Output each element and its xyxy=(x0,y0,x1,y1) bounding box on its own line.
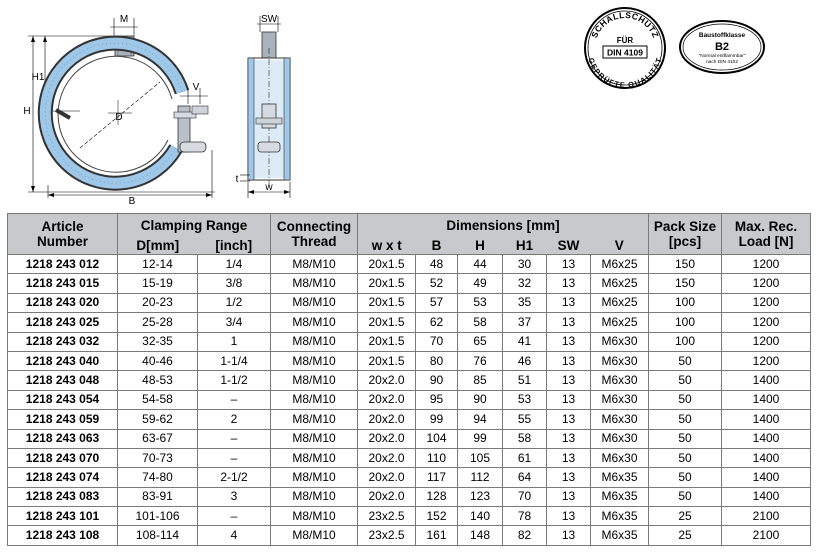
cell-dim-h: 148 xyxy=(458,526,503,545)
cell-dim-sw: 13 xyxy=(547,410,591,429)
cell-dim-sw: 13 xyxy=(547,448,591,467)
cell-dim-b: 70 xyxy=(416,332,458,351)
cell-pack-size: 25 xyxy=(649,507,722,526)
dim-label-m: M xyxy=(119,14,129,25)
cell-dim-b: 110 xyxy=(416,448,458,467)
cell-connecting-thread: M8/M10 xyxy=(271,390,358,409)
cell-dim-b: 152 xyxy=(416,507,458,526)
cell-clamping-d: 54-58 xyxy=(118,390,198,409)
header-b: B xyxy=(416,236,458,255)
cell-dim-h1: 53 xyxy=(503,390,547,409)
cell-clamping-inch: 1/2 xyxy=(198,293,271,312)
cell-dim-v: M6x25 xyxy=(591,274,649,293)
cell-connecting-thread: M8/M10 xyxy=(271,332,358,351)
cell-dim-b: 57 xyxy=(416,293,458,312)
cell-dim-v: M6x25 xyxy=(591,313,649,332)
cell-article-number: 1218 243 059 xyxy=(8,410,118,429)
dim-label-d: D xyxy=(115,112,123,123)
cell-w-x-t: 20x2.0 xyxy=(358,410,416,429)
table-row xyxy=(8,332,811,351)
cell-pack-size: 150 xyxy=(649,255,722,274)
cell-dim-sw: 13 xyxy=(547,371,591,390)
dim-label-h1: H1 xyxy=(31,72,45,83)
sound-badge-mid2: DIN 4109 xyxy=(607,47,643,58)
cell-clamping-inch: 1/4 xyxy=(198,255,271,274)
cell-pack-size: 100 xyxy=(649,293,722,312)
table-row xyxy=(8,507,811,526)
cell-connecting-thread: M8/M10 xyxy=(271,487,358,506)
header-wxt: w x t xyxy=(358,236,416,255)
cell-clamping-d: 20-23 xyxy=(118,293,198,312)
cell-dim-v: M6x30 xyxy=(591,410,649,429)
cell-article-number: 1218 243 032 xyxy=(8,332,118,351)
cell-w-x-t: 20x1.5 xyxy=(358,293,416,312)
cell-pack-size: 100 xyxy=(649,313,722,332)
header-article: Article Number xyxy=(8,214,118,255)
cell-dim-h1: 64 xyxy=(503,468,547,487)
header-load: Max. Rec. Load [N] xyxy=(722,214,811,255)
cell-clamping-inch: 3/8 xyxy=(198,274,271,293)
cell-clamping-inch: – xyxy=(198,429,271,448)
cell-dim-sw: 13 xyxy=(547,526,591,545)
cell-pack-size: 50 xyxy=(649,468,722,487)
cell-max-load: 2100 xyxy=(722,507,811,526)
table-body xyxy=(8,255,811,546)
cell-max-load: 1400 xyxy=(722,448,811,467)
cell-max-load: 2100 xyxy=(722,526,811,545)
cell-w-x-t: 20x2.0 xyxy=(358,487,416,506)
cell-clamping-inch: 2-1/2 xyxy=(198,468,271,487)
cell-dim-h1: 32 xyxy=(503,274,547,293)
cell-max-load: 1400 xyxy=(722,468,811,487)
cell-w-x-t: 20x2.0 xyxy=(358,448,416,467)
cell-dim-h: 53 xyxy=(458,293,503,312)
cell-dim-h: 112 xyxy=(458,468,503,487)
cell-connecting-thread: M8/M10 xyxy=(271,468,358,487)
cell-dim-v: M6x35 xyxy=(591,468,649,487)
cell-dim-sw: 13 xyxy=(547,390,591,409)
cell-dim-b: 48 xyxy=(416,255,458,274)
cell-pack-size: 50 xyxy=(649,351,722,370)
cell-dim-sw: 13 xyxy=(547,293,591,312)
cell-connecting-thread: M8/M10 xyxy=(271,255,358,274)
cell-article-number: 1218 243 048 xyxy=(8,371,118,390)
header-pack: Pack Size [pcs] xyxy=(649,214,722,255)
sound-badge-top: SCHALLSCHUTZ xyxy=(589,9,661,40)
cell-clamping-inch: 2 xyxy=(198,410,271,429)
table-row xyxy=(8,410,811,429)
technical-drawing xyxy=(0,0,816,210)
cell-dim-b: 62 xyxy=(416,313,458,332)
cell-w-x-t: 23x2.5 xyxy=(358,507,416,526)
cell-max-load: 1200 xyxy=(722,351,811,370)
cell-dim-v: M6x30 xyxy=(591,371,649,390)
cell-clamping-d: 63-67 xyxy=(118,429,198,448)
header-h1: H1 xyxy=(503,236,547,255)
cell-dim-v: M6x35 xyxy=(591,507,649,526)
cell-pack-size: 25 xyxy=(649,526,722,545)
cell-clamping-d: 48-53 xyxy=(118,371,198,390)
cell-w-x-t: 20x2.0 xyxy=(358,468,416,487)
cell-clamping-d: 108-114 xyxy=(118,526,198,545)
cell-dim-v: M6x35 xyxy=(591,487,649,506)
dim-label-t: t xyxy=(235,174,239,185)
cell-clamping-inch: – xyxy=(198,507,271,526)
cell-dim-sw: 13 xyxy=(547,468,591,487)
cell-clamping-d: 101-106 xyxy=(118,507,198,526)
header-thread: Connecting Thread xyxy=(271,214,358,255)
table-row xyxy=(8,448,811,467)
cell-clamping-d: 12-14 xyxy=(118,255,198,274)
cell-clamping-d: 32-35 xyxy=(118,332,198,351)
cell-clamping-inch: 3 xyxy=(198,487,271,506)
sound-badge-bottom: GEPRÜFTE QUALITÄT xyxy=(586,56,664,90)
cell-dim-v: M6x35 xyxy=(591,526,649,545)
dim-label-w: w xyxy=(265,182,273,193)
cell-connecting-thread: M8/M10 xyxy=(271,313,358,332)
cell-dim-sw: 13 xyxy=(547,351,591,370)
cell-article-number: 1218 243 015 xyxy=(8,274,118,293)
cell-dim-h1: 35 xyxy=(503,293,547,312)
cell-article-number: 1218 243 025 xyxy=(8,313,118,332)
cell-article-number: 1218 243 012 xyxy=(8,255,118,274)
table-row xyxy=(8,487,811,506)
cell-clamping-inch: 1 xyxy=(198,332,271,351)
dim-label-sw: SW xyxy=(260,14,278,25)
cell-max-load: 1200 xyxy=(722,293,811,312)
cell-clamping-inch: – xyxy=(198,448,271,467)
cell-dim-h1: 51 xyxy=(503,371,547,390)
cell-article-number: 1218 243 070 xyxy=(8,448,118,467)
cell-dim-b: 80 xyxy=(416,351,458,370)
cell-max-load: 1200 xyxy=(722,255,811,274)
table-row xyxy=(8,526,811,545)
table-row xyxy=(8,390,811,409)
cell-dim-b: 104 xyxy=(416,429,458,448)
cell-dim-h: 94 xyxy=(458,410,503,429)
fire-badge-line1: Baustoffklasse xyxy=(698,32,746,39)
cell-dim-h1: 37 xyxy=(503,313,547,332)
header-sw: SW xyxy=(547,236,591,255)
cell-dim-sw: 13 xyxy=(547,332,591,351)
cell-connecting-thread: M8/M10 xyxy=(271,274,358,293)
cell-dim-h: 76 xyxy=(458,351,503,370)
table-row xyxy=(8,371,811,390)
cell-clamping-inch: 3/4 xyxy=(198,313,271,332)
cell-max-load: 1400 xyxy=(722,487,811,506)
cell-clamping-d: 59-62 xyxy=(118,410,198,429)
cell-dim-h1: 70 xyxy=(503,487,547,506)
cell-article-number: 1218 243 020 xyxy=(8,293,118,312)
cell-dim-h: 58 xyxy=(458,313,503,332)
cell-w-x-t: 20x1.5 xyxy=(358,313,416,332)
cell-max-load: 1400 xyxy=(722,410,811,429)
spec-table xyxy=(7,213,811,546)
cell-max-load: 1400 xyxy=(722,390,811,409)
cell-article-number: 1218 243 108 xyxy=(8,526,118,545)
cell-w-x-t: 20x2.0 xyxy=(358,429,416,448)
cell-dim-v: M6x30 xyxy=(591,390,649,409)
header-v: V xyxy=(591,236,649,255)
cell-clamping-inch: – xyxy=(198,390,271,409)
cell-clamping-d: 40-46 xyxy=(118,351,198,370)
cell-dim-b: 161 xyxy=(416,526,458,545)
fire-class-badge xyxy=(680,21,764,73)
cell-connecting-thread: M8/M10 xyxy=(271,429,358,448)
cell-dim-v: M6x30 xyxy=(591,429,649,448)
cell-w-x-t: 20x2.0 xyxy=(358,390,416,409)
cell-dim-h1: 61 xyxy=(503,448,547,467)
cell-article-number: 1218 243 083 xyxy=(8,487,118,506)
cell-dim-b: 99 xyxy=(416,410,458,429)
cell-pack-size: 50 xyxy=(649,410,722,429)
cell-dim-h: 123 xyxy=(458,487,503,506)
cell-connecting-thread: M8/M10 xyxy=(271,507,358,526)
sound-insulation-badge xyxy=(585,8,665,90)
cell-dim-h1: 82 xyxy=(503,526,547,545)
cell-dim-b: 117 xyxy=(416,468,458,487)
cell-pack-size: 50 xyxy=(649,371,722,390)
cell-dim-h1: 41 xyxy=(503,332,547,351)
cell-pack-size: 50 xyxy=(649,429,722,448)
cell-pack-size: 50 xyxy=(649,487,722,506)
cell-connecting-thread: M8/M10 xyxy=(271,351,358,370)
side-view xyxy=(236,14,290,198)
cell-clamping-inch: 1-1/2 xyxy=(198,371,271,390)
table-row xyxy=(8,351,811,370)
fire-badge-line4: nach DIN 4102 xyxy=(706,60,738,65)
cell-dim-sw: 13 xyxy=(547,507,591,526)
header-clamping-d: D[mm] xyxy=(118,236,198,255)
cell-article-number: 1218 243 101 xyxy=(8,507,118,526)
fire-badge-line2: B2 xyxy=(714,41,730,53)
cell-dim-sw: 13 xyxy=(547,255,591,274)
cell-connecting-thread: M8/M10 xyxy=(271,293,358,312)
dim-label-b: B xyxy=(128,196,136,207)
cell-max-load: 1400 xyxy=(722,371,811,390)
table-row xyxy=(8,255,811,274)
cell-dim-h1: 30 xyxy=(503,255,547,274)
cell-w-x-t: 20x1.5 xyxy=(358,274,416,293)
cell-dim-v: M6x25 xyxy=(591,255,649,274)
header-dimensions: Dimensions [mm] xyxy=(358,214,649,237)
header-clamping-inch: [inch] xyxy=(198,236,271,255)
cell-dim-b: 52 xyxy=(416,274,458,293)
cell-dim-h1: 78 xyxy=(503,507,547,526)
cell-max-load: 1200 xyxy=(722,313,811,332)
cell-w-x-t: 20x1.5 xyxy=(358,351,416,370)
cell-dim-h1: 46 xyxy=(503,351,547,370)
table-row xyxy=(8,429,811,448)
cell-pack-size: 100 xyxy=(649,332,722,351)
cell-max-load: 1400 xyxy=(722,429,811,448)
dim-label-v: V xyxy=(192,82,200,93)
cell-dim-h: 44 xyxy=(458,255,503,274)
cell-dim-h: 140 xyxy=(458,507,503,526)
cell-article-number: 1218 243 063 xyxy=(8,429,118,448)
cell-connecting-thread: M8/M10 xyxy=(271,448,358,467)
cell-dim-h: 65 xyxy=(458,332,503,351)
cell-dim-h: 105 xyxy=(458,448,503,467)
cell-w-x-t: 20x1.5 xyxy=(358,255,416,274)
cell-clamping-d: 83-91 xyxy=(118,487,198,506)
cell-clamping-inch: 4 xyxy=(198,526,271,545)
cell-dim-sw: 13 xyxy=(547,313,591,332)
cell-pack-size: 50 xyxy=(649,390,722,409)
cell-max-load: 1200 xyxy=(722,274,811,293)
cell-article-number: 1218 243 074 xyxy=(8,468,118,487)
table-row xyxy=(8,313,811,332)
cell-dim-v: M6x30 xyxy=(591,448,649,467)
table-header xyxy=(8,214,811,255)
cell-w-x-t: 20x2.0 xyxy=(358,371,416,390)
front-view xyxy=(23,14,215,207)
sound-badge-mid1: FÜR xyxy=(616,36,634,45)
cell-dim-sw: 13 xyxy=(547,429,591,448)
cell-dim-v: M6x30 xyxy=(591,351,649,370)
cell-pack-size: 50 xyxy=(649,448,722,467)
cell-article-number: 1218 243 054 xyxy=(8,390,118,409)
cell-dim-sw: 13 xyxy=(547,274,591,293)
cell-dim-h: 90 xyxy=(458,390,503,409)
header-clamping: Clamping Range xyxy=(118,214,271,237)
cell-clamping-d: 15-19 xyxy=(118,274,198,293)
cell-dim-h: 99 xyxy=(458,429,503,448)
header-h: H xyxy=(458,236,503,255)
cell-dim-b: 128 xyxy=(416,487,458,506)
cell-connecting-thread: M8/M10 xyxy=(271,410,358,429)
cell-connecting-thread: M8/M10 xyxy=(271,526,358,545)
table-row xyxy=(8,468,811,487)
cell-clamping-d: 70-73 xyxy=(118,448,198,467)
cell-clamping-d: 74-80 xyxy=(118,468,198,487)
cell-dim-b: 95 xyxy=(416,390,458,409)
cell-dim-b: 90 xyxy=(416,371,458,390)
cell-article-number: 1218 243 040 xyxy=(8,351,118,370)
cell-w-x-t: 20x1.5 xyxy=(358,332,416,351)
cell-dim-h1: 55 xyxy=(503,410,547,429)
dim-label-h: H xyxy=(23,106,31,117)
cell-clamping-inch: 1-1/4 xyxy=(198,351,271,370)
cell-connecting-thread: M8/M10 xyxy=(271,371,358,390)
cell-clamping-d: 25-28 xyxy=(118,313,198,332)
table-row xyxy=(8,274,811,293)
cell-pack-size: 150 xyxy=(649,274,722,293)
cell-dim-h: 49 xyxy=(458,274,503,293)
cell-max-load: 1200 xyxy=(722,332,811,351)
cell-dim-v: M6x30 xyxy=(591,332,649,351)
cell-dim-h: 85 xyxy=(458,371,503,390)
cell-dim-sw: 13 xyxy=(547,487,591,506)
fire-badge-line3: "Normal entflammbar" xyxy=(698,54,746,59)
cell-dim-v: M6x25 xyxy=(591,293,649,312)
cell-w-x-t: 23x2.5 xyxy=(358,526,416,545)
table-row xyxy=(8,293,811,312)
cell-dim-h1: 58 xyxy=(503,429,547,448)
